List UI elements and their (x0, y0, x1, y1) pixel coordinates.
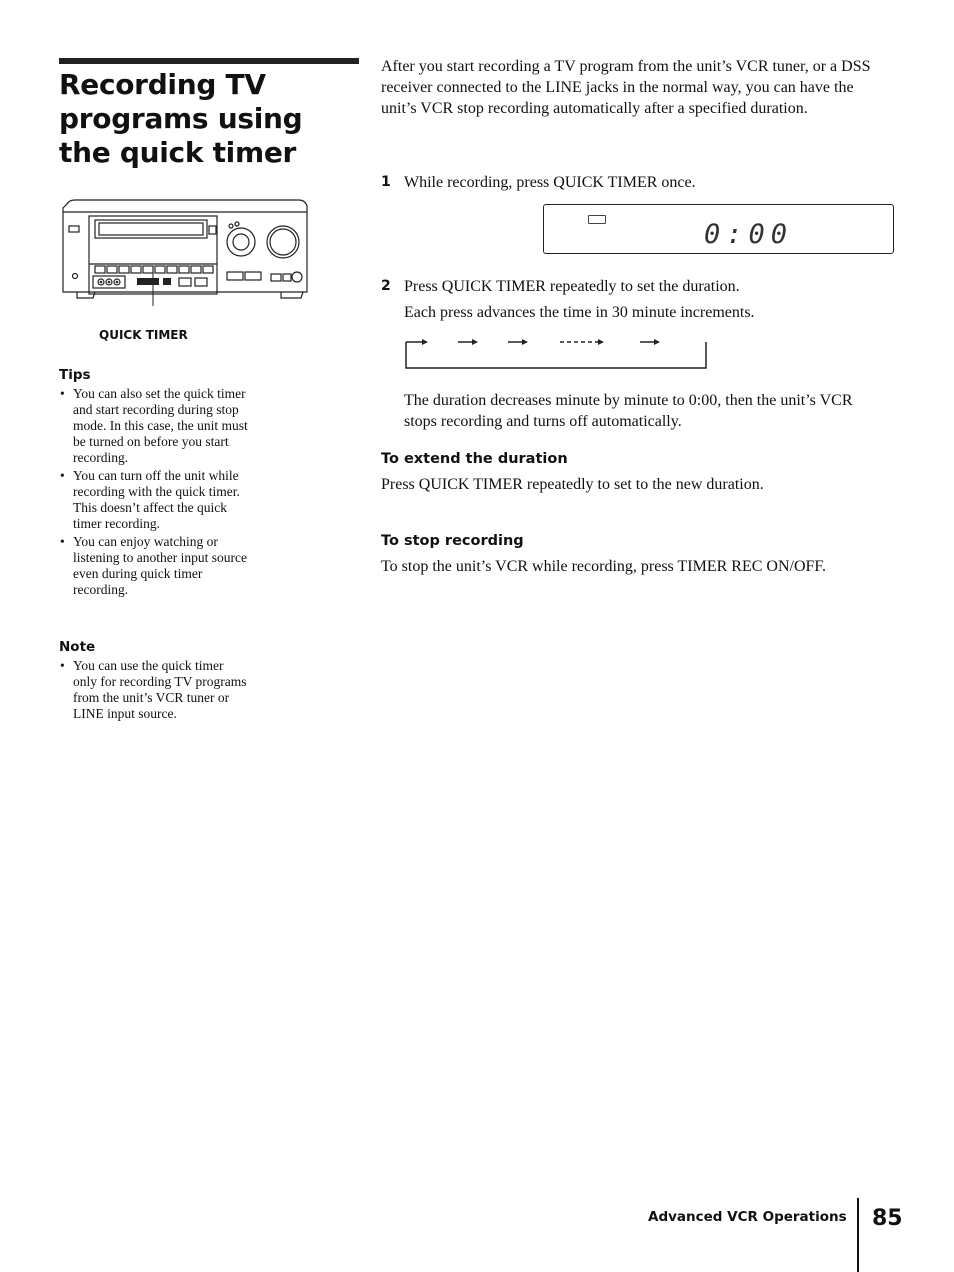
arrow-icon (422, 339, 428, 345)
stop-heading: To stop recording (381, 533, 524, 549)
arrow-icon (598, 339, 604, 345)
extend-text: Press QUICK TIMER repeatedly to set to the new duration. (381, 476, 764, 493)
arrow-icon (472, 339, 478, 345)
arrow-icon (522, 339, 528, 345)
quick-timer-callout: QUICK TIMER (99, 328, 188, 342)
after-step-paragraph: The duration decreases minute by minute to 0:00, then the unit’s VCR stops recording and turns off automatically. (404, 392, 853, 430)
tip-item: • You can also set the quick timer and start recording during stop mode. In this case, the unit must be turned on before you start recording. (59, 386, 249, 466)
display-indicator (588, 215, 606, 224)
arrow-icon (654, 339, 660, 345)
display-readout: 0:00 (704, 219, 794, 250)
page-number: 85 (872, 1206, 903, 1231)
step-1-number: 1 (381, 174, 391, 190)
intro-paragraph: After you start recording a TV program from the unit’s VCR tuner, or a DSS receiver connected to the LINE jacks in the normal way, you can have the unit’s VCR stop recording automatically after a specified duration. (381, 58, 871, 117)
vcr-unit-illustration (59, 196, 311, 306)
extend-heading: To extend the duration (381, 451, 568, 467)
timer-display (543, 204, 894, 254)
title-rule (59, 58, 359, 64)
stop-text: To stop the unit’s VCR while recording, press TIMER REC ON/OFF. (381, 558, 827, 575)
section-label: Advanced VCR Operations (648, 1209, 847, 1225)
tips-list (59, 386, 249, 600)
increment-cycle-diagram (404, 336, 710, 372)
footer-rule (857, 1198, 859, 1272)
step-2-text: Press QUICK TIMER repeatedly to set the duration. (404, 278, 740, 295)
step-2-number: 2 (381, 278, 391, 294)
tips-heading: Tips (59, 367, 91, 383)
tip-item: • You can turn off the unit while recording with the quick timer. This doesn’t affect the quick timer recording. (59, 468, 249, 532)
note-heading: Note (59, 639, 96, 655)
note-list (59, 658, 249, 724)
tip-item: • You can enjoy watching or listening to another input source even during quick timer recording. (59, 534, 249, 598)
step-2-detail: Each press advances the time in 30 minute increments. (404, 304, 755, 321)
note-item: • You can use the quick timer only for recording TV programs from the unit’s VCR tuner or LINE input source. (59, 658, 249, 722)
page-title: Recording TV programs using the quick timer (59, 68, 303, 169)
step-1-text: While recording, press QUICK TIMER once. (404, 174, 696, 191)
